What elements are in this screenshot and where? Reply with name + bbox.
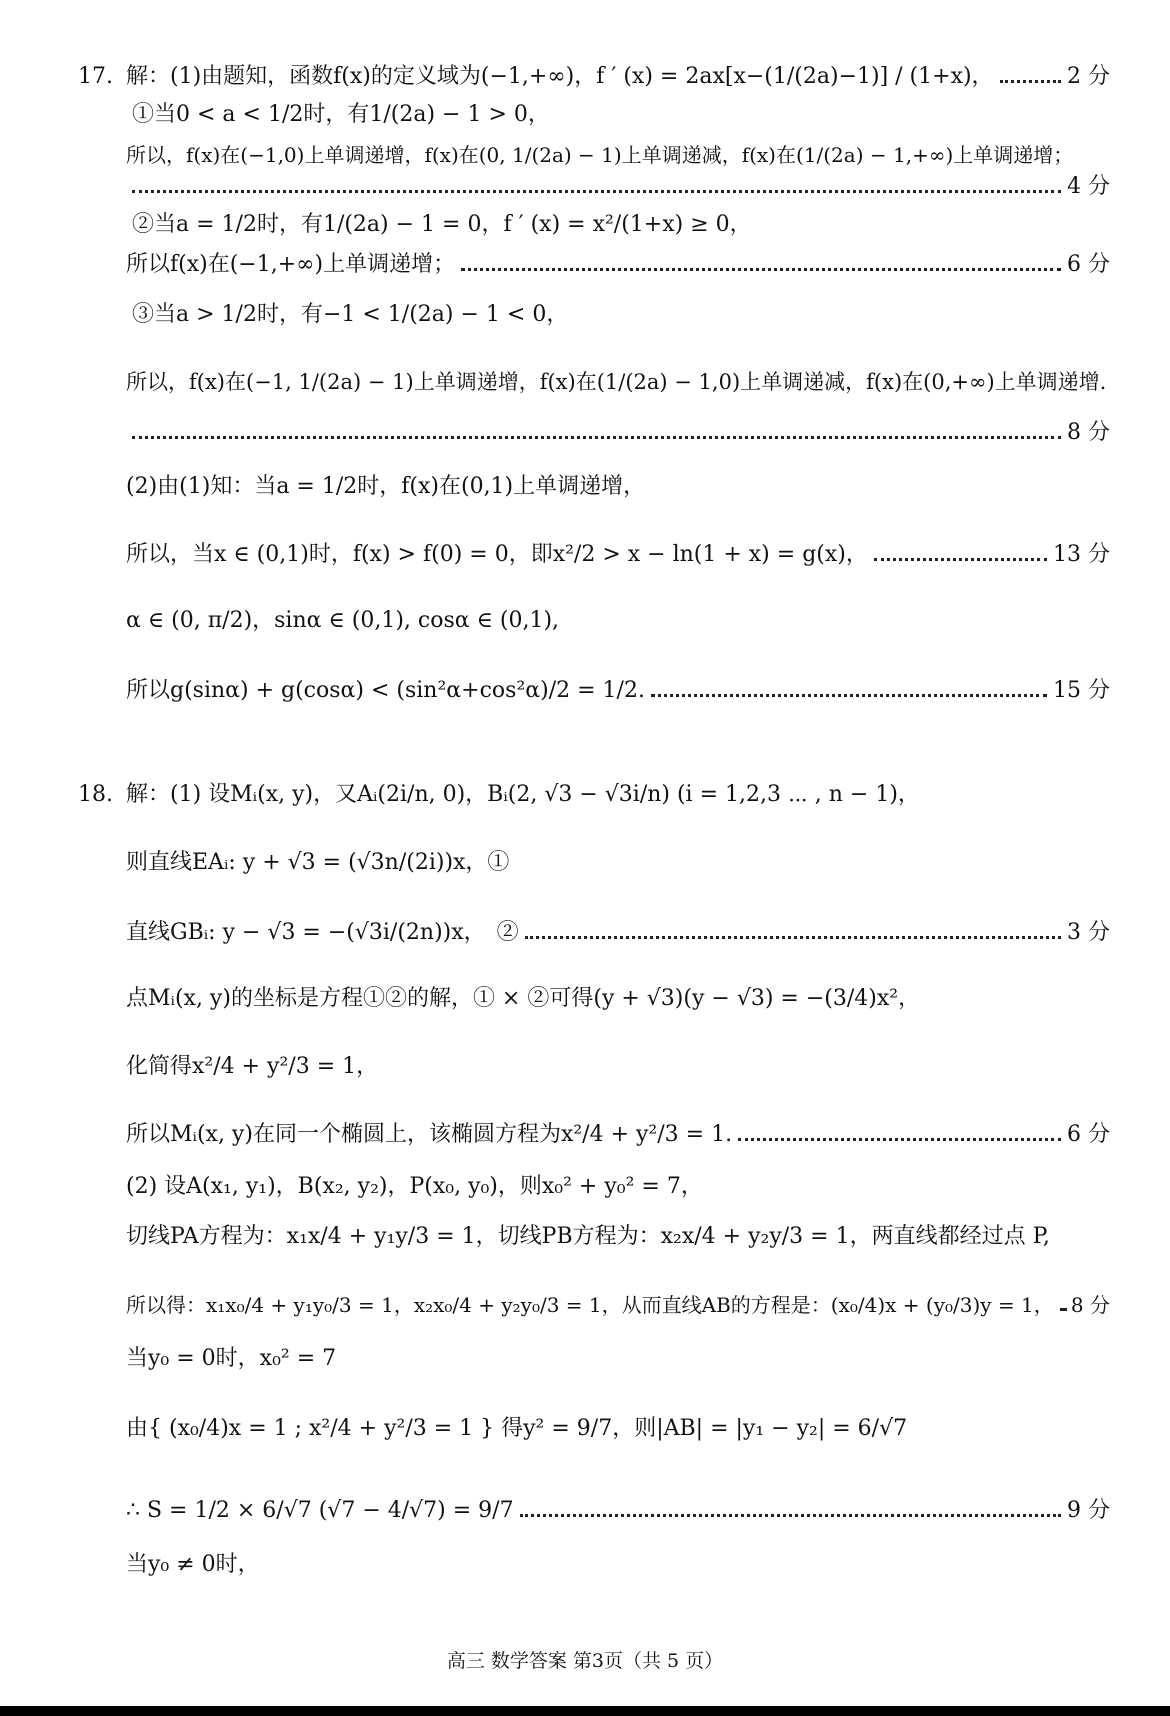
line-text: 所以f(x)在(−1,+∞)上单调递增； xyxy=(126,252,456,277)
q17-line-9 xyxy=(126,418,1110,448)
q17-line-7 xyxy=(132,300,1110,330)
q17-line-6 xyxy=(126,250,1110,280)
line-text: α ∈ (0, π/2)，sinα ∈ (0,1), cosα ∈ (0,1), xyxy=(126,608,560,633)
q17-line-4 xyxy=(126,172,1110,202)
dotted-leader xyxy=(1060,1308,1065,1311)
q18-line-8 xyxy=(126,1222,1110,1252)
line-text: (2) 设A(x₁, y₁)，B(x₂, y₂)，P(x₀, y₀)，则x₀² + y₀² = 7， xyxy=(126,1174,703,1199)
q17-line-11 xyxy=(126,540,1110,570)
score-label: 4 分 xyxy=(1067,174,1110,199)
dotted-leader xyxy=(525,936,1061,939)
dotted-leader xyxy=(1000,80,1061,83)
score-label: 6 分 xyxy=(1067,1122,1110,1147)
line-text: ③当a > 1/2时，有−1 < 1/(2a) − 1 < 0， xyxy=(132,302,569,327)
line-text: 则直线EAᵢ: y + √3 = (√3n/(2i))x，① xyxy=(126,850,510,875)
question-17-number: 17. xyxy=(78,64,113,89)
line-text: 所以g(sinα) + g(cosα) < (sin²α+cos²α)/2 = 1/2. xyxy=(126,678,645,703)
line-text: 所以Mᵢ(x, y)在同一个椭圆上，该椭圆方程为x²/4 + y²/3 = 1. xyxy=(126,1122,733,1147)
line-text: 所以，当x ∈ (0,1)时，f(x) > f(0) = 0，即x²/2 > x − ln(1 + x) = g(x)， xyxy=(126,542,868,567)
dotted-leader xyxy=(132,190,1061,193)
line-text: 当y₀ ≠ 0时， xyxy=(126,1552,260,1577)
q17-line-10 xyxy=(126,472,1110,502)
q17-line-1 xyxy=(126,62,1110,92)
dotted-leader xyxy=(132,436,1061,439)
score-label: 9 分 xyxy=(1067,1498,1110,1523)
score-label: 8 分 xyxy=(1070,1293,1110,1317)
dotted-leader xyxy=(874,558,1047,561)
score-label: 6 分 xyxy=(1067,252,1110,277)
line-text: ②当a = 1/2时，有1/(2a) − 1 = 0，f ′ (x) = x²/(1+x) ≥ 0， xyxy=(132,212,752,237)
q18-line-2 xyxy=(126,848,1110,878)
score-label: 3 分 xyxy=(1067,920,1110,945)
q18-line-11 xyxy=(126,1414,1110,1444)
q18-line-9 xyxy=(126,1290,1110,1320)
line-text: ∴ S = 1/2 × 6/√7 (√7 − 4/√7) = 9/7 xyxy=(126,1498,514,1523)
line-text: 当y₀ = 0时，x₀² = 7 xyxy=(126,1346,337,1371)
q17-line-12 xyxy=(126,606,1110,636)
line-text: 所以，f(x)在(−1,0)上单调递增，f(x)在(0, 1/(2a) − 1)上单调递减，f(x)在(1/(2a) − 1,+∞)上单调递增； xyxy=(126,143,1074,167)
q18-line-5 xyxy=(126,1052,1110,1082)
line-text: 所以得：x₁x₀/4 + y₁y₀/3 = 1，x₂x₀/4 + y₂y₀/3 = 1，从而直线AB的方程是：(x₀/4)x + (y₀/3)y = 1， xyxy=(126,1293,1054,1317)
line-text: 解：(1)由题知，函数f(x)的定义域为(−1,+∞)，f ′ (x) = 2ax[x−(1/(2a)−1)] / (1+x)， xyxy=(126,64,994,89)
q18-line-3 xyxy=(126,918,1110,948)
dotted-leader xyxy=(461,268,1061,271)
line-text: 化简得x²/4 + y²/3 = 1， xyxy=(126,1054,379,1079)
q18-line-1 xyxy=(126,780,1110,810)
score-label: 13 分 xyxy=(1053,542,1110,567)
q18-line-7 xyxy=(126,1172,1110,1202)
q17-line-13 xyxy=(126,676,1110,706)
line-text: 解：(1) 设Mᵢ(x, y)，又Aᵢ(2i/n, 0)，Bᵢ(2, √3 − √3i/n) (i = 1,2,3 ⋯ , n − 1)， xyxy=(126,782,920,807)
dotted-leader xyxy=(651,694,1047,697)
score-label: 2 分 xyxy=(1067,64,1110,89)
line-text: 切线PA方程为：x₁x/4 + y₁y/3 = 1，切线PB方程为：x₂x/4 + y₂y/3 = 1，两直线都经过点 P, xyxy=(126,1224,1050,1249)
q17-line-2 xyxy=(132,100,1110,130)
score-label: 15 分 xyxy=(1053,678,1110,703)
line-text: 由{ (x₀/4)x = 1 ; x²/4 + y²/3 = 1 } 得y² = 9/7，则|AB| = |y₁ − y₂| = 6/√7 xyxy=(126,1416,908,1441)
line-text: (2)由(1)知：当a = 1/2时，f(x)在(0,1)上单调递增， xyxy=(126,474,646,499)
line-text: ①当0 < a < 1/2时，有1/(2a) − 1 > 0， xyxy=(132,102,550,127)
q18-line-10 xyxy=(126,1344,1110,1374)
question-18-number: 18. xyxy=(78,782,113,807)
page-footer: 高三 数学答案 第3页（共 5 页） xyxy=(446,1650,724,1672)
line-text: 所以，f(x)在(−1, 1/(2a) − 1)上单调递增，f(x)在(1/(2a) − 1,0)上单调递减，f(x)在(0,+∞)上单调递增. xyxy=(126,370,1107,394)
q17-line-3 xyxy=(126,140,1110,170)
q18-line-4 xyxy=(126,984,1110,1014)
q17-line-5 xyxy=(132,210,1110,240)
scan-edge xyxy=(0,1706,1170,1716)
line-text: 点Mᵢ(x, y)的坐标是方程①②的解，① × ②可得(y + √3)(y − √3) = −(3/4)x²， xyxy=(126,986,921,1011)
score-label: 8 分 xyxy=(1067,420,1110,445)
q18-line-12 xyxy=(126,1496,1110,1526)
q17-line-8 xyxy=(126,367,1110,397)
dotted-leader xyxy=(520,1514,1061,1517)
dotted-leader xyxy=(738,1138,1061,1141)
q18-line-13 xyxy=(126,1550,1110,1580)
line-text: 直线GBᵢ: y − √3 = −(√3i/(2n))x， ② xyxy=(126,920,519,945)
q18-line-6 xyxy=(126,1120,1110,1150)
